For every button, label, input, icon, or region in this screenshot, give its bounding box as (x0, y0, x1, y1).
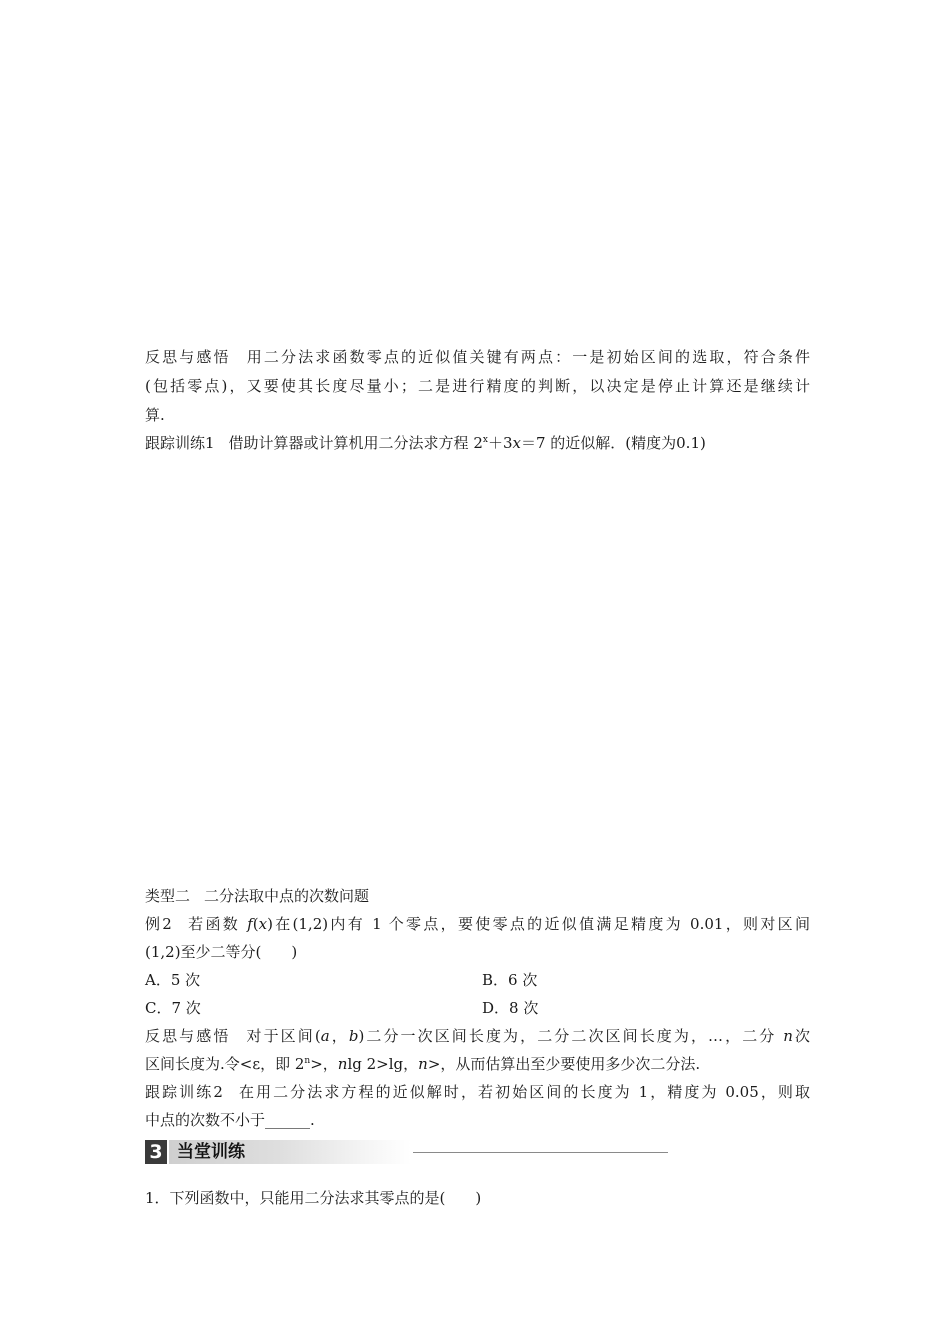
question1: 1．下列函数中，只能用二分法求其零点的是( ) (145, 1189, 482, 1207)
reflection2-line1: 反思与感悟 对于区间(a，b)二分一次区间长度为，二分二次区间长度为，…，二分 n次 (145, 1027, 810, 1045)
section3-title: 当堂训练 (169, 1140, 411, 1164)
option-c: C．7 次 (145, 999, 201, 1017)
section3-number: 3 (145, 1140, 167, 1164)
exercise1: 跟踪训练1 借助计算器或计算机用二分法求方程 $2^x+3x=7$ 的近似解．(精度为0.1) (145, 434, 706, 452)
reflection1-line2: (包括零点)，又要使其长度尽量小；二是进行精度的判断，以决定是停止计算还是继续计 (145, 377, 810, 395)
exercise2-label: 跟踪训练2 (145, 1083, 223, 1101)
type2-title: 二分法取中点的次数问题 (204, 887, 370, 905)
reflection1-line3: 算. (145, 406, 165, 424)
exercise1-label: 跟踪训练1 (145, 434, 215, 452)
section3-rule (413, 1152, 668, 1153)
reflection2-line2: 区间长度为.令<ε，即 $2^n>$，nlg 2>lg，n>，从而估算出至少要使用多少次二分法. (145, 1055, 701, 1073)
exercise2-line2: 中点的次数不小于______. (145, 1111, 315, 1129)
type2-label: 类型二 (145, 887, 191, 905)
example2-line2: (1,2)至少二等分( ) (145, 943, 298, 961)
section3-banner (145, 1140, 525, 1164)
option-b: B．6 次 (482, 971, 538, 989)
example2-line1: 例2 若函数 f(x)在(1,2)内有 1 个零点，要使零点的近似值满足精度为 0.01，则对区间 (145, 915, 810, 933)
example2-label: 例2 (145, 915, 172, 933)
exercise2-line1: 跟踪训练2 在用二分法求方程的近似解时，若初始区间的长度为 1，精度为 0.05，则取 (145, 1083, 810, 1101)
option-a: A．5 次 (145, 971, 201, 989)
reflection2-label: 反思与感悟 (145, 1027, 231, 1045)
reflection1-line1: 反思与感悟 用二分法求函数零点的近似值关键有两点：一是初始区间的选取，符合条件 (145, 348, 810, 366)
option-d: D．8 次 (482, 999, 539, 1017)
type2-heading (145, 886, 810, 906)
reflection1-label: 反思与感悟 (145, 348, 231, 366)
